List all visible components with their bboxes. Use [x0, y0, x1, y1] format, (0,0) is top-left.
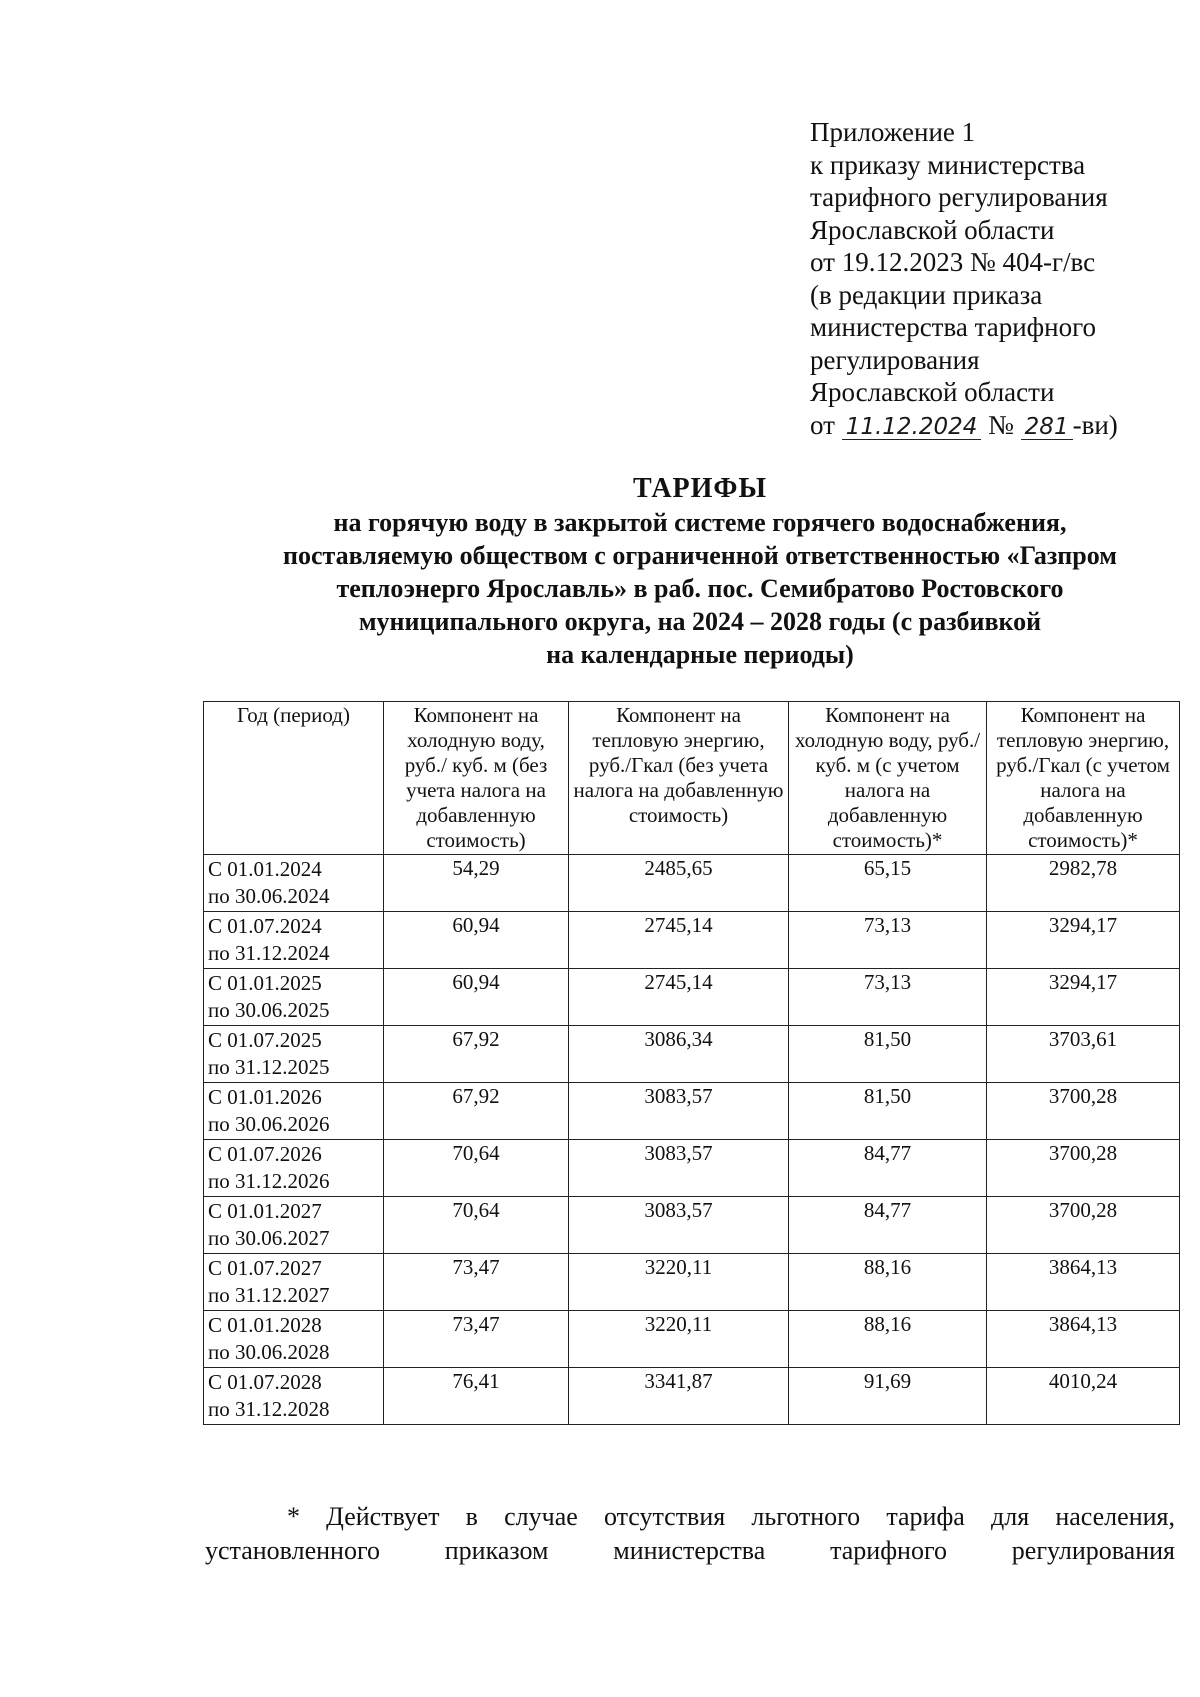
- appendix-header: [810, 116, 1118, 441]
- header-cold-water-no-vat: Компонент на холодную воду, руб./ куб. м (без учета налога на добавленную стоимость): [384, 702, 569, 855]
- cell-heat-vat: 3294,17: [987, 912, 1180, 969]
- period-from: С 01.01.2026: [208, 1085, 322, 1109]
- appendix-line: к приказу министерства: [810, 149, 1086, 180]
- cell-heat-no-vat: 3083,57: [569, 1083, 789, 1140]
- cell-heat-no-vat: 3341,87: [569, 1368, 789, 1425]
- cell-heat-no-vat: 3086,34: [569, 1026, 789, 1083]
- period-from: С 01.07.2028: [208, 1370, 322, 1394]
- cell-heat-no-vat: 3083,57: [569, 1140, 789, 1197]
- header-heat-vat: Компонент на тепловую энергию, руб./Гкал (с учетом налога на добавленную стоимость)*: [987, 702, 1180, 855]
- appendix-line: (в редакции приказа: [810, 279, 1043, 310]
- cell-period: [204, 1368, 384, 1425]
- cell-cold-water-vat: 65,15: [789, 855, 987, 912]
- period-to: по 31.12.2027: [208, 1283, 330, 1307]
- period-from: С 01.07.2026: [208, 1142, 322, 1166]
- cell-heat-no-vat: 3220,11: [569, 1254, 789, 1311]
- table-row: [204, 855, 1180, 912]
- appendix-line: тарифного регулирования: [810, 182, 1108, 212]
- table-row: [204, 912, 1180, 969]
- period-from: С 01.01.2024: [208, 857, 322, 881]
- table-row: [204, 1311, 1180, 1368]
- table-row: [204, 1083, 1180, 1140]
- cell-cold-water-vat: 73,13: [789, 912, 987, 969]
- cell-heat-no-vat: 2745,14: [569, 912, 789, 969]
- appendix-line: Ярославской области: [810, 214, 1055, 245]
- period-from: С 01.07.2024: [208, 914, 322, 938]
- subtitle-line: теплоэнерго Ярославль» в раб. пос. Семибратово Ростовского: [336, 574, 1064, 603]
- subtitle-line: на горячую воду в закрытой системе горячего водоснабжения,: [333, 508, 1067, 537]
- cell-heat-vat: 3864,13: [987, 1311, 1180, 1368]
- cell-cold-water-no-vat: 70,64: [384, 1197, 569, 1254]
- cell-cold-water-no-vat: 76,41: [384, 1368, 569, 1425]
- appendix-line: Приложение 1: [810, 117, 976, 147]
- footnote-line: установленного приказом министерства тарифного регулирования: [205, 1536, 1175, 1565]
- cell-cold-water-vat: 73,13: [789, 969, 987, 1026]
- cell-cold-water-no-vat: 67,92: [384, 1026, 569, 1083]
- table-row: [204, 969, 1180, 1026]
- handwritten-number: 281: [1021, 415, 1073, 440]
- document-title: [200, 472, 1200, 671]
- cell-period: [204, 1311, 384, 1368]
- cell-heat-vat: 3700,28: [987, 1140, 1180, 1197]
- tariff-table: [203, 701, 1180, 1425]
- footnote-line: * Действует в случае отсутствия льготного тарифа для населения,: [287, 1502, 1175, 1531]
- period-from: С 01.07.2027: [208, 1256, 322, 1280]
- cell-cold-water-vat: 84,77: [789, 1197, 987, 1254]
- cell-cold-water-no-vat: 54,29: [384, 855, 569, 912]
- handwritten-date: 11.12.2024: [842, 415, 982, 440]
- cell-cold-water-vat: 88,16: [789, 1254, 987, 1311]
- table-row: [204, 1197, 1180, 1254]
- cell-heat-vat: 3703,61: [987, 1026, 1180, 1083]
- cell-period: [204, 912, 384, 969]
- cell-heat-vat: 3864,13: [987, 1254, 1180, 1311]
- cell-cold-water-vat: 84,77: [789, 1140, 987, 1197]
- header-cold-water-vat: Компонент на холодную воду, руб./ куб. м (с учетом налога на добавленную стоимость)*: [789, 702, 987, 855]
- period-to: по 30.06.2024: [208, 884, 330, 908]
- table-row: [204, 1026, 1180, 1083]
- cell-period: [204, 1254, 384, 1311]
- cell-cold-water-no-vat: 73,47: [384, 1254, 569, 1311]
- appendix-amendment-line: [810, 409, 1118, 442]
- appendix-line: от 19.12.2023 № 404-г/вс: [810, 247, 1096, 277]
- period-to: по 30.06.2025: [208, 998, 330, 1022]
- cell-heat-vat: 2982,78: [987, 855, 1180, 912]
- cell-heat-no-vat: 3083,57: [569, 1197, 789, 1254]
- period-from: С 01.01.2028: [208, 1313, 322, 1337]
- cell-period: [204, 855, 384, 912]
- cell-heat-no-vat: 2745,14: [569, 969, 789, 1026]
- cell-cold-water-vat: 88,16: [789, 1311, 987, 1368]
- period-to: по 30.06.2028: [208, 1340, 330, 1364]
- appendix-line: Ярославской области: [810, 377, 1055, 407]
- appendix-line: регулирования: [810, 344, 980, 375]
- period-to: по 31.12.2024: [208, 941, 330, 965]
- cell-cold-water-vat: 91,69: [789, 1368, 987, 1425]
- period-from: С 01.01.2025: [208, 971, 322, 995]
- cell-cold-water-no-vat: 60,94: [384, 912, 569, 969]
- subtitle-line: поставляемую обществом с ограниченной ответственностью «Газпром: [283, 541, 1117, 570]
- period-to: по 30.06.2027: [208, 1226, 330, 1250]
- period-to: по 31.12.2026: [208, 1169, 330, 1193]
- cell-heat-vat: 3700,28: [987, 1197, 1180, 1254]
- table-row: [204, 1140, 1180, 1197]
- cell-cold-water-no-vat: 67,92: [384, 1083, 569, 1140]
- cell-cold-water-no-vat: 70,64: [384, 1140, 569, 1197]
- cell-period: [204, 969, 384, 1026]
- subtitle-line: на календарные периоды): [546, 640, 854, 669]
- number-sign: №: [981, 409, 1021, 440]
- cell-heat-no-vat: 2485,65: [569, 855, 789, 912]
- table-row: [204, 1254, 1180, 1311]
- period-to: по 31.12.2025: [208, 1055, 330, 1079]
- cell-cold-water-vat: 81,50: [789, 1026, 987, 1083]
- cell-cold-water-no-vat: 73,47: [384, 1311, 569, 1368]
- table-row: [204, 1368, 1180, 1425]
- appendix-line: министерства тарифного: [810, 312, 1097, 342]
- period-from: С 01.01.2027: [208, 1199, 322, 1223]
- cell-cold-water-vat: 81,50: [789, 1083, 987, 1140]
- cell-heat-vat: 3700,28: [987, 1083, 1180, 1140]
- header-heat-no-vat: Компонент на тепловую энергию, руб./Гкал (без учета налога на добавленную стоимость): [569, 702, 789, 855]
- table-body: [204, 855, 1180, 1425]
- subtitle-line: муниципального округа, на 2024 – 2028 годы (с разбивкой: [358, 607, 1042, 636]
- title-subtitle: [200, 506, 1200, 671]
- cell-period: [204, 1140, 384, 1197]
- cell-period: [204, 1083, 384, 1140]
- period-to: по 31.12.2028: [208, 1397, 330, 1421]
- cell-heat-vat: 3294,17: [987, 969, 1180, 1026]
- cell-heat-no-vat: 3220,11: [569, 1311, 789, 1368]
- title-main: ТАРИФЫ: [633, 473, 767, 504]
- cell-heat-vat: 4010,24: [987, 1368, 1180, 1425]
- cell-period: [204, 1197, 384, 1254]
- footnote: [205, 1500, 1175, 1568]
- header-period: Год (период): [204, 702, 384, 855]
- amendment-suffix: -ви): [1072, 409, 1118, 440]
- period-to: по 30.06.2026: [208, 1112, 330, 1136]
- cell-cold-water-no-vat: 60,94: [384, 969, 569, 1026]
- table-header-row: [204, 702, 1180, 855]
- amendment-prefix: от: [810, 409, 842, 440]
- period-from: С 01.07.2025: [208, 1028, 322, 1052]
- cell-period: [204, 1026, 384, 1083]
